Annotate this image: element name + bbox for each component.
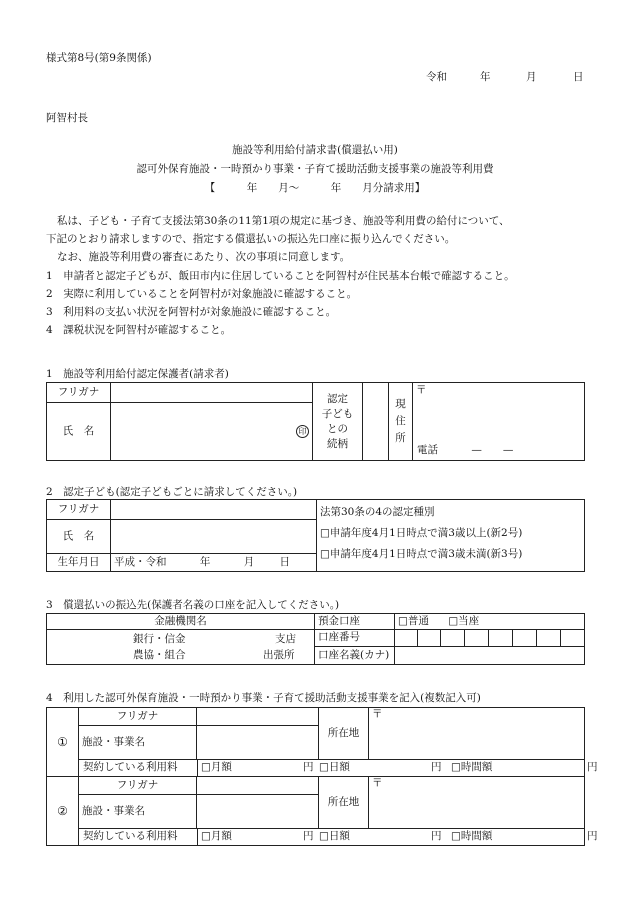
section4-heading: 4 利用した認可外保育施設・一時預かり事業・子育て援助活動支援事業を記入(複数記入可) [46,692,481,704]
facility-2-furigana-label: フリガナ [79,777,197,795]
bank-type-2: 農協・組合 [133,649,186,661]
facility-1-furigana-label: フリガナ [79,708,197,726]
title-line-3: 【 年 月〜 年 月分請求用】 [204,182,426,194]
facility-2-monthly-checkbox[interactable]: □月額 [201,830,232,842]
relation-text-1: 認定 [327,392,348,405]
birthdate-label: 生年月日 [47,554,111,572]
date-year-label: 年 [480,71,491,83]
guardian-name-label: 氏 名 [47,403,111,461]
facility-1-hourly-checkbox[interactable]: □時間額 [451,761,493,773]
facility-1-location-field[interactable] [369,708,585,760]
branch-type-1: 支店 [275,633,296,645]
facility-1-daily-checkbox[interactable]: □日額 [319,761,350,773]
bank-name-field[interactable] [47,630,315,665]
guardian-table [46,382,585,461]
relation-text-2: 子ども [321,407,354,420]
consent-item-1: 1 申請者と認定子どもが、飯田市内に住居していることを阿智村が住民基本台帳で確認すること。 [46,269,515,282]
body-text [46,212,606,339]
guardian-furigana-field[interactable] [111,383,313,403]
facility-2-hourly-yen: 円 [587,830,598,842]
section2-heading: 2 認定子ども(認定子どもごとに請求してください。) [46,486,298,498]
child-name-field[interactable] [111,520,317,554]
certification-option-2go[interactable]: □申請年度4月1日時点で満3歳以上(新2号) [320,527,523,539]
facility-1-daily-yen: 円 [431,761,442,773]
child-furigana-label: フリガナ [47,500,111,520]
consent-item-4: 4 課税状況を阿智村が確認すること。 [46,324,232,337]
facility-1-name-label: 施設・事業名 [79,726,197,760]
branch-type-2: 出張所 [263,649,295,661]
deposit-type [395,614,585,630]
consent-item-3: 3 利用料の支払い状況を阿智村が対象施設に確認すること。 [46,306,337,319]
relation-text-4: 続柄 [327,437,348,450]
facility-1-fee-label: 契約している利用料 [83,761,178,773]
birth-era: 平成・令和 [114,555,167,568]
relation-field[interactable] [363,383,389,461]
relation-label [313,383,363,461]
account-digit[interactable] [537,630,561,647]
bank-table [46,613,585,665]
facility-2-fee-row [79,829,598,846]
facility-2-name-field[interactable] [197,795,319,829]
birthdate-field[interactable] [111,554,317,572]
account-digit[interactable] [489,630,513,647]
facility-2-furigana-field[interactable] [197,777,319,795]
facility-2-hourly-checkbox[interactable]: □時間額 [451,830,493,842]
account-digit[interactable] [418,630,441,647]
account-name-label: 口座名義(カナ) [315,647,395,665]
birth-month: 月 [243,555,255,568]
facility-2-number: ② [47,777,79,846]
certification-option-3go[interactable]: □申請年度4月1日時点で満3歳未満(新3号) [320,548,523,560]
guardian-furigana-label: フリガナ [47,383,111,403]
address-text-1: 現 [395,398,406,410]
address-field[interactable] [413,383,585,461]
deposit-futsu-checkbox[interactable]: □普通 [398,614,429,627]
postal-mark: 〒 [416,384,427,396]
address-text-2: 住 [395,415,406,427]
facility-1-number: ① [47,708,79,777]
facility-2-location-label: 所在地 [319,777,369,829]
facility-2-daily-checkbox[interactable]: □日額 [319,830,350,842]
child-furigana-field[interactable] [111,500,317,520]
child-table [46,499,585,572]
title-line-2: 認可外保育施設・一時預かり事業・子育て援助活動支援事業の施設等利用費 [136,163,494,175]
deposit-label: 預金口座 [315,614,395,630]
guardian-name-field[interactable] [111,403,313,461]
seal-mark-icon: 印 [296,425,309,438]
relation-text-3: との [327,422,348,435]
form-number: 様式第8号(第9条関係) [46,52,152,64]
date-month-label: 月 [526,71,537,83]
facility-1-location-label: 所在地 [319,708,369,760]
bank-type-1: 銀行・信金 [133,633,186,645]
facility-2-name-label: 施設・事業名 [79,795,197,829]
phone-row [417,444,513,457]
facility-table [46,707,598,846]
facility-1-monthly-yen: 円 [303,761,314,773]
phone-dashes: — — [471,443,514,456]
date-era: 令和 [426,71,447,83]
address-label [389,383,413,461]
facility-1-hourly-yen: 円 [587,761,598,773]
section3-heading: 3 償還払いの振込先(保護者名義の口座を記入してください。) [46,599,340,611]
facility-1-furigana-field[interactable] [197,708,319,726]
facility-2-postal: 〒 [372,777,383,789]
birth-day: 日 [279,555,291,568]
account-digit[interactable] [561,630,585,647]
facility-1-monthly-checkbox[interactable]: □月額 [201,761,232,773]
consent-item-2: 2 実際に利用していることを阿智村が対象施設に確認すること。 [46,287,358,300]
section1-heading: 1 施設等利用給付認定保護者(請求者) [46,368,229,380]
facility-2-fee-label: 契約している利用料 [83,830,178,842]
account-digit[interactable] [513,630,537,647]
body-paragraph-3: なお、施設等利用費の審査にあたり、次の事項に同意します。 [57,251,351,264]
bank-name-label: 金融機関名 [47,614,315,630]
phone-label: 電話 [417,443,438,456]
facility-1-name-field[interactable] [197,726,319,760]
facility-2-location-field[interactable] [369,777,585,829]
title-line-1: 施設等利用給付請求書(償還払い用) [232,144,398,156]
account-number-label: 口座番号 [315,630,395,647]
deposit-toza-checkbox[interactable]: □当座 [448,614,480,627]
body-paragraph-2: 下記のとおり請求しますので、指定する償還払いの振込先口座に振り込んでください。 [46,233,456,246]
account-digit[interactable] [465,630,489,647]
certification-type [317,500,585,572]
date-day-label: 日 [573,71,584,83]
facility-2-fee-divider [197,829,198,845]
facility-2-monthly-yen: 円 [303,830,314,842]
address-text-3: 所 [395,432,406,444]
facility-2-daily-yen: 円 [431,830,442,842]
facility-1-fee-divider [197,760,198,776]
facility-1-postal: 〒 [372,708,383,720]
account-digit[interactable] [395,630,418,647]
facility-1-fee-row [79,760,598,777]
child-name-label: 氏 名 [47,520,111,554]
certification-type-title: 法第30条の4の認定種別 [320,506,435,518]
addressee: 阿智村長 [46,112,88,124]
birth-year: 年 [199,555,211,568]
account-digit[interactable] [441,630,465,647]
body-paragraph-1: 私は、子ども・子育て支援法第30条の11第1項の規定に基づき、施設等利用費の給付について、 [57,215,510,227]
account-name-field[interactable] [395,647,585,665]
